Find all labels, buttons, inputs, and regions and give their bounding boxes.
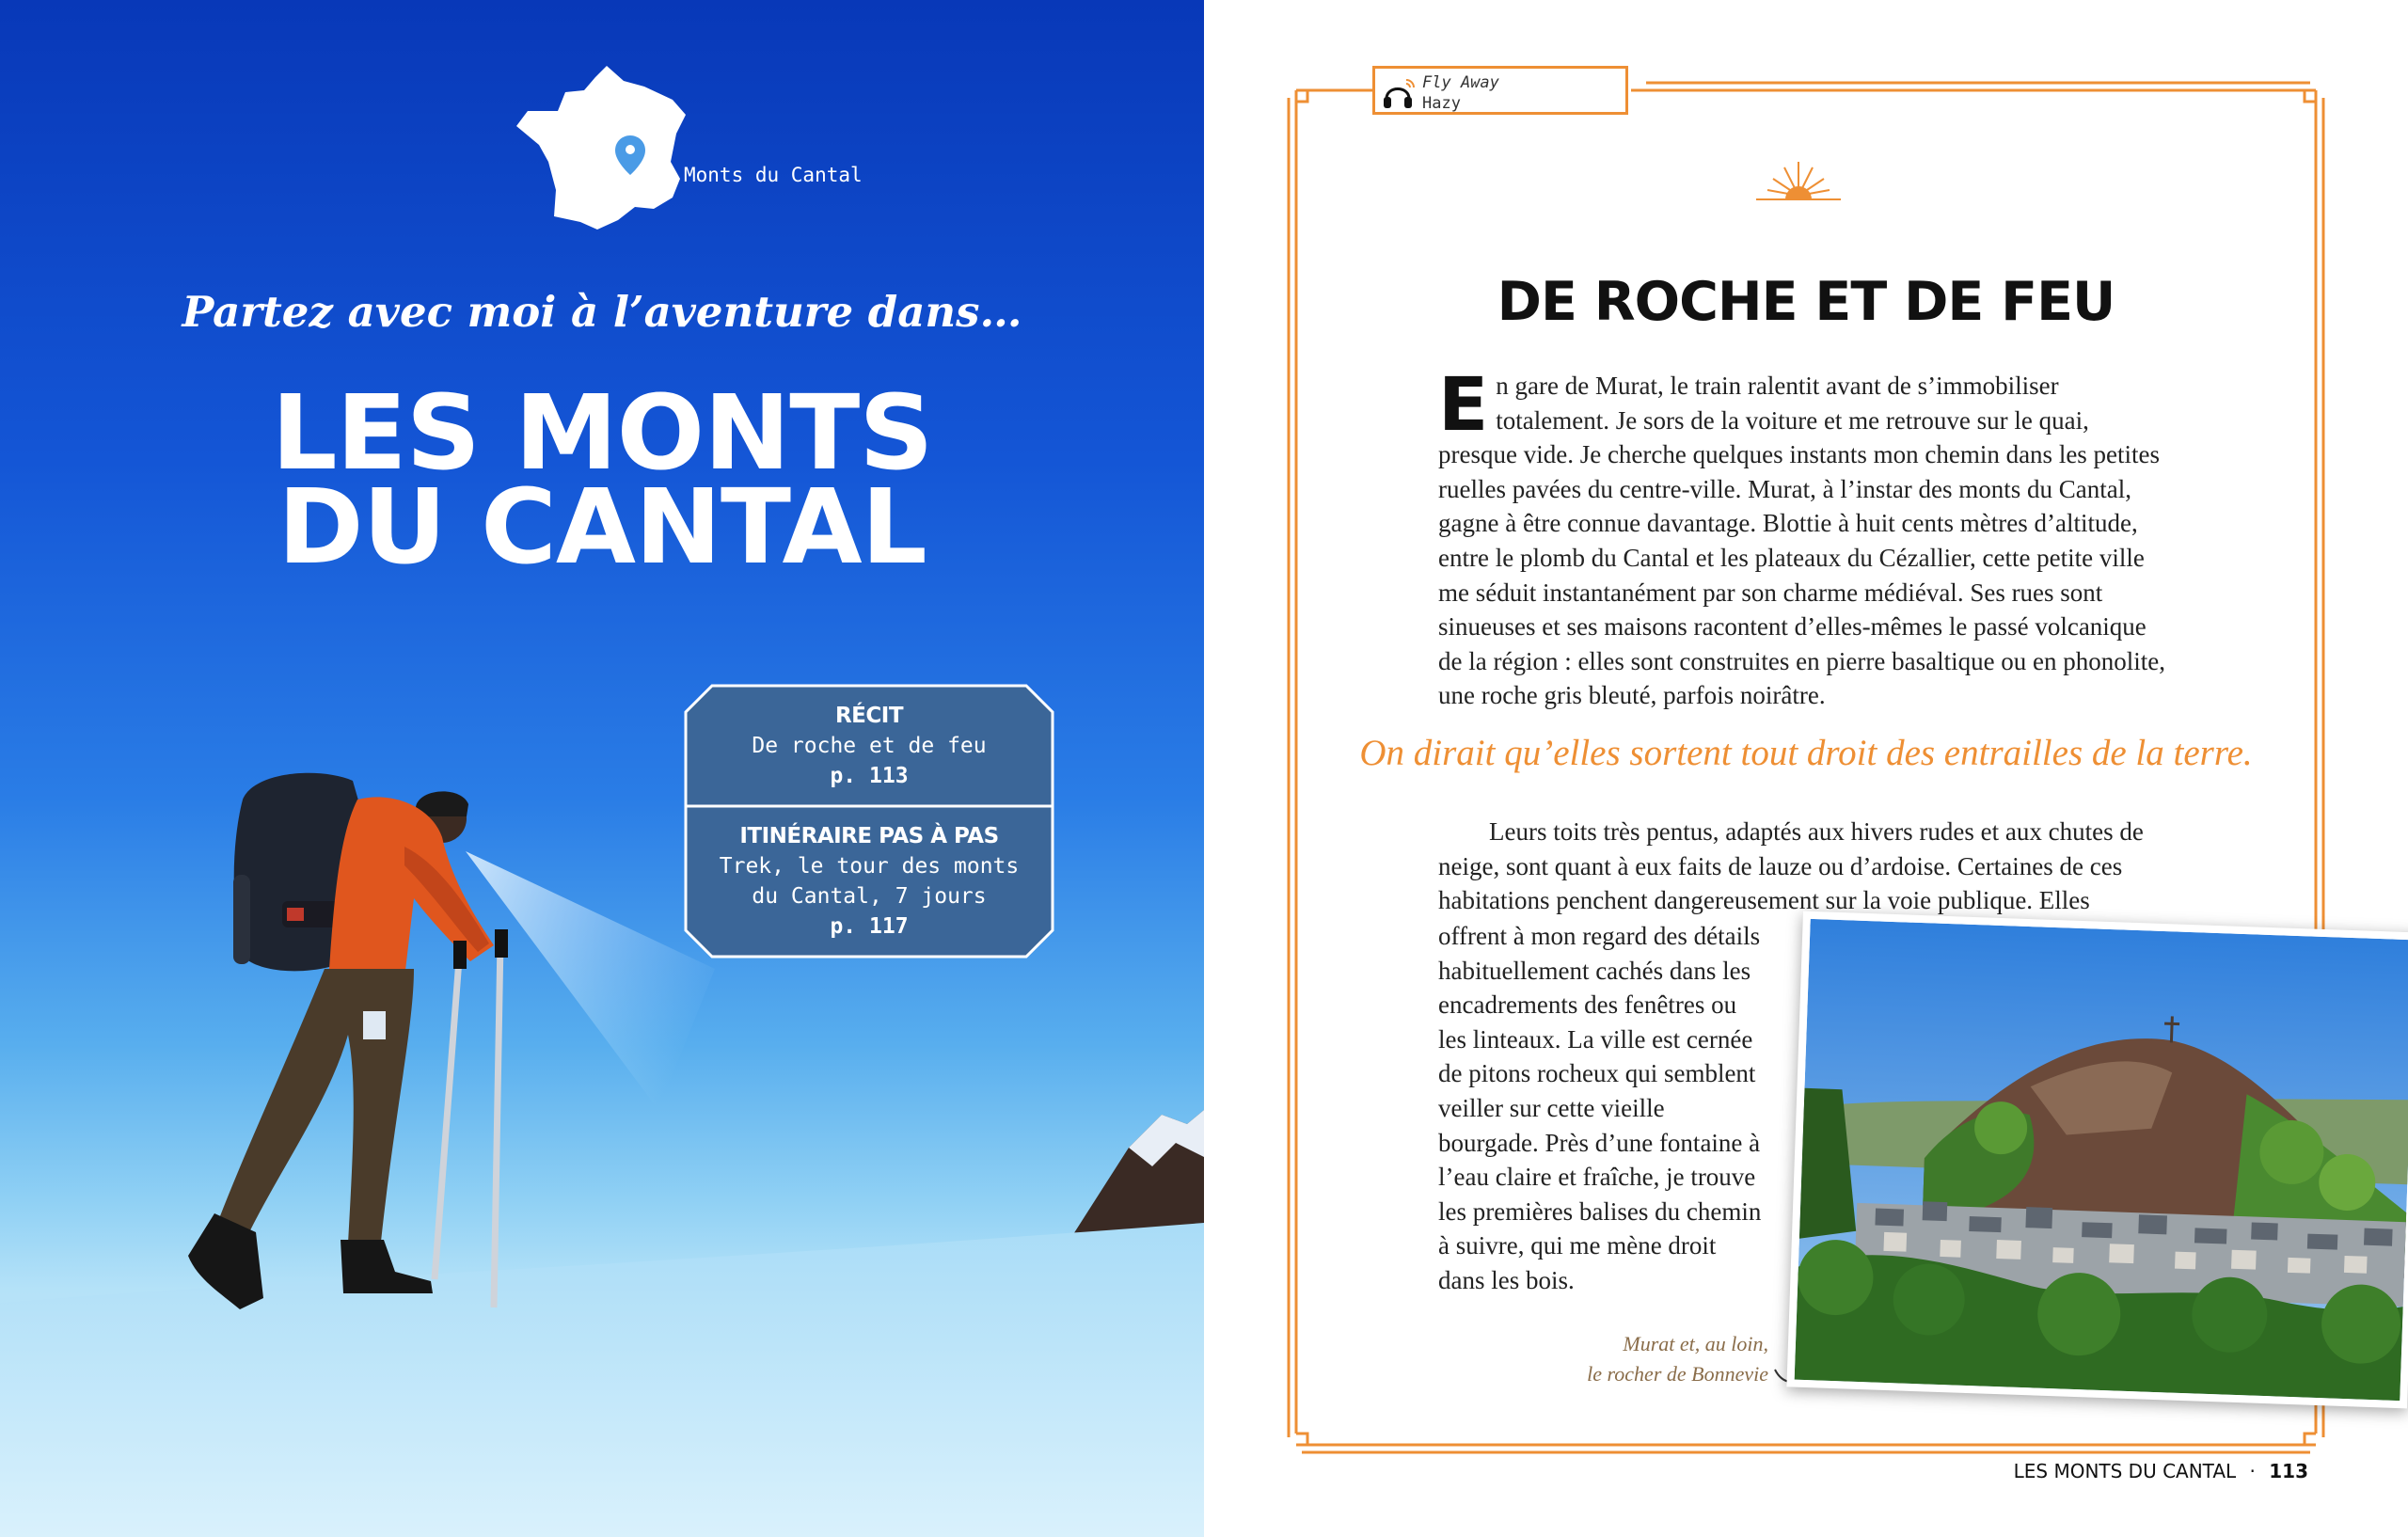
toc-page-number: p. 113 — [830, 764, 909, 788]
article-title: DE ROCHE ET DE FEU — [1497, 271, 2115, 333]
toc-page-number: p. 117 — [830, 914, 909, 939]
photo-caption — [1496, 1329, 1768, 1389]
body-paragraph-1 — [1438, 363, 2172, 713]
audio-track-artist: Hazy — [1422, 94, 1461, 113]
snow-slope — [0, 1223, 1204, 1537]
headlamp-beam — [466, 851, 715, 1110]
village-photo-art — [1795, 919, 2408, 1401]
tagline: Partez avec moi à l’aventure dans… — [182, 287, 1022, 337]
audio-track-box[interactable] — [1372, 66, 1628, 115]
toc-description: Trek, le tour des monts — [719, 854, 1020, 879]
drop-cap: E — [1438, 363, 1489, 448]
toc-entry-itineraire[interactable] — [684, 821, 1054, 942]
table-of-contents — [684, 684, 1054, 959]
toc-heading: RÉCIT — [834, 704, 904, 728]
page-footer — [1204, 1460, 2308, 1482]
headphones-icon — [1381, 76, 1415, 110]
hiker — [188, 773, 508, 1309]
pull-quote: On dirait qu’elles sortent tout droit des entrailles de la terre. — [1359, 733, 2253, 773]
map-location-label: Monts du Cantal — [684, 164, 863, 186]
toc-heading: ITINÉRAIRE PAS À PAS — [739, 824, 999, 848]
audio-track-title: Fly Away — [1422, 73, 1499, 92]
main-title-line2: DU CANTAL — [277, 467, 927, 587]
toc-entry-recit[interactable] — [684, 701, 1054, 791]
right-page — [1204, 0, 2408, 1537]
toc-description: du Cantal, 7 jours — [752, 884, 987, 909]
photo-caption-line2: le rocher de Bonnevie — [1587, 1362, 1768, 1386]
toc-description: De roche et de feu — [752, 734, 987, 758]
body-paragraph-3: offrent à mon regard des détails habituellement cachés dans les encadrements des fenêtres ou les linteaux. La ville est cernée de pitons rocheux qui semblent veiller sur cette vieille bourgade. Près d’une fontaine à l’eau claire et fraîche, je trouve les premières balises du chemin à suivre, qui me mène droit dans les bois. — [1438, 922, 1762, 1294]
body-paragraph-2 — [1438, 815, 2172, 918]
body-paragraph-2-text: Leurs toits très pentus, adaptés aux hivers rudes et aux chutes de neige, sont quant à eux faits de lauze ou d’ardoise. Certaines de ces habitations penchent dangereusement sur la voie publique. Elles — [1438, 817, 2144, 915]
body-paragraph-1-text: n gare de Murat, le train ralentit avant de s’immobiliser totalement. Je sors de la voiture et me retrouve sur le quai, presque vide. Je cherche quelques instants mon chemin dans les petites ruelles pavées du centre-ville. Murat, à l’instar des monts du Cantal, gagne à être connue davantage. Blottie à huit cents mètres d’altitude, entre le plomb du Cantal et les plateaux du Cézallier, cette petite ville me séduit instantanément par son charme médiéval. Ses rues sont sinueuses et ses maisons racontent d’elles-mêmes le passé volcanique de la région : elles sont construites en pierre basaltique ou en phonolite, une roche gris bleuté, parfois noirâtre. — [1438, 372, 2166, 710]
footer-section-title: LES MONTS DU CANTAL — [2013, 1460, 2237, 1482]
main-title-line1: LES MONTS — [271, 372, 933, 493]
photo-caption-line1: Murat et, au loin, — [1623, 1332, 1768, 1355]
murat-village-photo — [1786, 911, 2408, 1409]
main-title — [0, 372, 1204, 587]
sun-ornament-icon — [1754, 158, 1843, 205]
footer-separator: · — [2249, 1460, 2256, 1482]
footer-page-number: 113 — [2269, 1460, 2308, 1482]
france-map-icon — [513, 58, 691, 237]
